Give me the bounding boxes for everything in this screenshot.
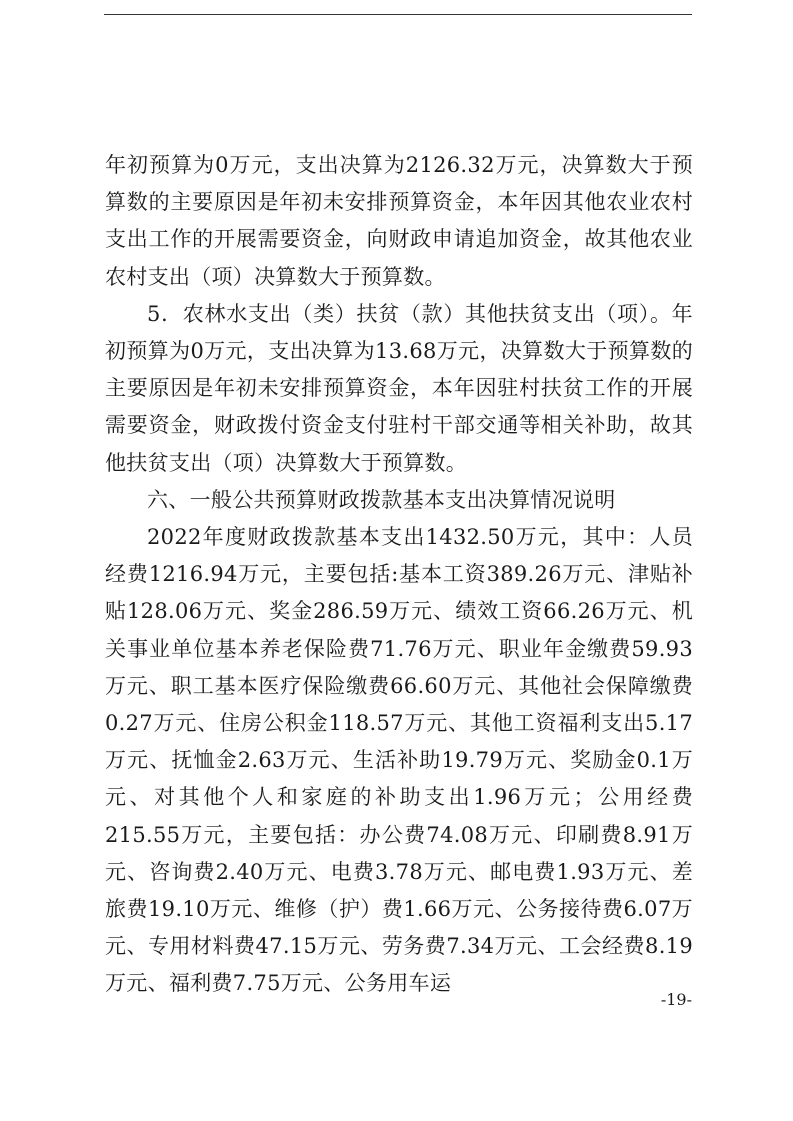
paragraph-continuation: 年初预算为0万元，支出决算为2126.32万元，决算数大于预算数的主要原因是年初未安排预算资金，本年因其他农业农村支出工作的开展需要资金，向财政申请追加资金，故其他农业农村支出（项）决算数大于预算数。 [105, 153, 693, 289]
paragraph-basic-expenditure: 2022年度财政拨款基本支出1432.50万元，其中：人员经费1216.94万元，主要包括:基本工资389.26万元、津贴补贴128.06万元、奖金286.59万元、绩效工资66.26万元、机关事业单位基本养老保险费71.76万元、职业年金缴费59.93万元、职工基本医疗保险缴费66.60万元、其他社会保障缴费0.27万元、住房公积金118.57万元、其他工资福利支出5.17万元、抚恤金2.63万元、生活补助19.79万元、奖励金0.1万元、对其他个人和家庭的补助支出1.96万元；公用经费215.55万元，主要包括：办公费74.08万元、印刷费8.91万元、咨询费2.40万元、电费3.78万元、邮电费1.93万元、差旅费19.10万元、维修（护）费1.66万元、公务接待费6.07万元、专用材料费47.15万元、劳务费7.34万元、工会经费8.19万元、福利费7.75万元、公务用车运 [105, 525, 693, 996]
paragraph-item-5: 5．农林水支出（类）扶贫（款）其他扶贫支出（项）。年初预算为0万元，支出决算为13.68万元，决算数大于预算数的主要原因是年初未安排预算资金，本年因驻村扶贫工作的开展需要资金，财政拨付资金支付驻村干部交通等相关补助，故其他扶贫支出（项）决算数大于预算数。 [105, 301, 693, 475]
page-number: -19- [660, 990, 692, 1009]
section-heading-6: 六、一般公共预算财政拨款基本支出决算情况说明 [147, 487, 616, 512]
header-rule [104, 14, 692, 15]
document-body [105, 147, 693, 1003]
